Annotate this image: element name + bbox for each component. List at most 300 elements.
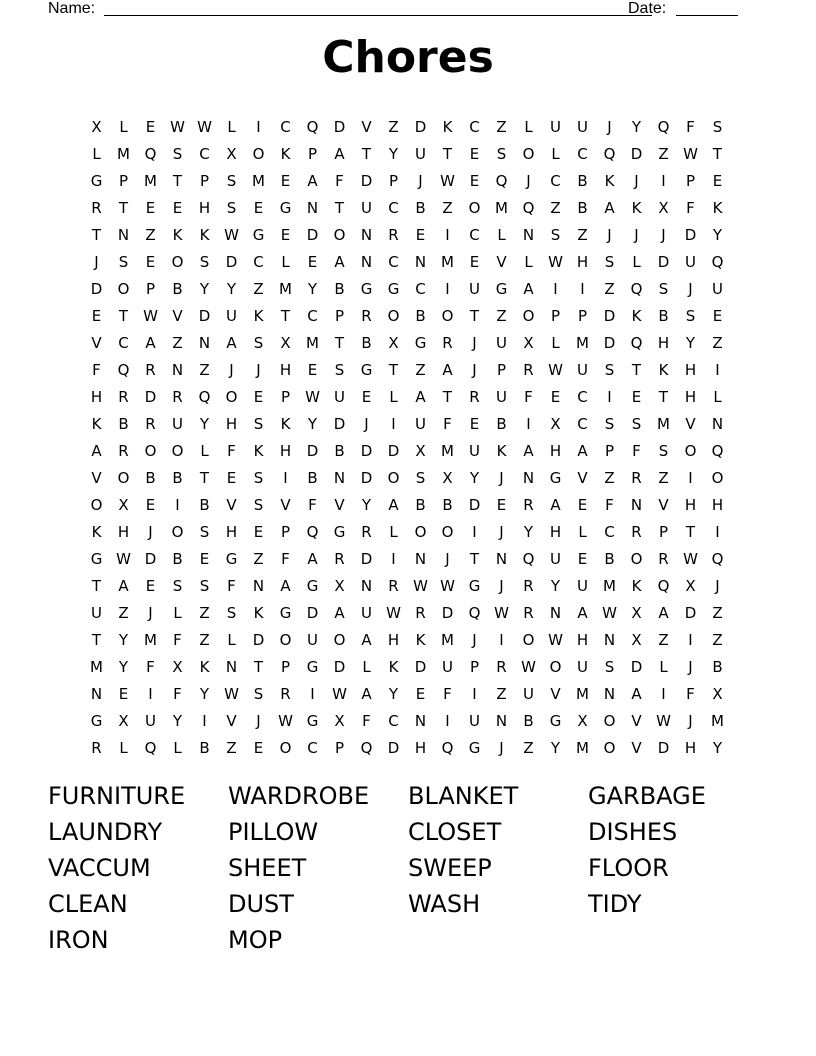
grid-cell: T <box>469 306 480 325</box>
grid-cell: U <box>550 117 561 136</box>
grid-cell: N <box>603 684 616 703</box>
grid-cell: Y <box>631 117 642 136</box>
grid-cell: Q <box>360 738 373 757</box>
grid-cell: F <box>335 171 344 190</box>
grid-cell: Z <box>523 738 534 757</box>
grid-cell: O <box>468 198 481 217</box>
grid-cell: H <box>225 522 238 541</box>
grid-cell: B <box>334 441 345 460</box>
grid-cell: J <box>634 171 639 190</box>
grid-cell: D <box>387 738 400 757</box>
grid-cell: K <box>199 657 210 676</box>
grid-cell: F <box>146 657 155 676</box>
grid-cell: D <box>90 279 103 298</box>
grid-cell: V <box>226 495 237 514</box>
grid-cell: S <box>253 495 264 514</box>
grid-row <box>83 248 733 275</box>
grid-cell: F <box>443 414 452 433</box>
grid-cell: R <box>631 468 642 487</box>
grid-cell: V <box>631 738 642 757</box>
grid-cell: X <box>172 657 183 676</box>
grid-cell: Y <box>307 414 318 433</box>
grid-cell: E <box>172 198 183 217</box>
grid-cell: E <box>469 144 480 163</box>
grid-cell: D <box>144 549 157 568</box>
grid-cell: B <box>442 495 453 514</box>
grid-cell: G <box>360 279 373 298</box>
word-list-item: MOP <box>228 926 283 954</box>
grid-cell: C <box>604 522 615 541</box>
grid-cell: W <box>413 576 428 595</box>
grid-cell: I <box>256 117 261 136</box>
grid-cell: Q <box>144 738 157 757</box>
grid-row <box>83 734 733 761</box>
grid-cell: T <box>172 171 183 190</box>
grid-row <box>83 167 733 194</box>
grid-row <box>83 707 733 734</box>
grid-cell: A <box>577 603 588 622</box>
grid-cell: N <box>414 711 427 730</box>
grid-cell: K <box>91 414 102 433</box>
grid-cell: I <box>283 468 288 487</box>
grid-cell: I <box>661 171 666 190</box>
grid-cell: C <box>550 171 561 190</box>
grid-cell: Z <box>604 279 615 298</box>
grid-cell: P <box>145 279 156 298</box>
word-list-item: IRON <box>48 926 109 954</box>
grid-cell: K <box>280 414 291 433</box>
word-list-item: WARDROBE <box>228 782 370 810</box>
grid-cell: K <box>91 522 102 541</box>
grid-cell: I <box>472 684 477 703</box>
grid-cell: S <box>226 171 237 190</box>
grid-cell: A <box>91 441 102 460</box>
grid-cell: L <box>497 225 506 244</box>
grid-cell: M <box>657 414 670 433</box>
grid-cell: O <box>117 279 130 298</box>
grid-cell: E <box>145 495 156 514</box>
grid-cell: Z <box>496 117 507 136</box>
grid-cell: H <box>684 738 697 757</box>
grid-cell: L <box>524 117 533 136</box>
grid-cell: H <box>576 630 589 649</box>
grid-cell: L <box>578 522 587 541</box>
grid-row <box>83 113 733 140</box>
grid-cell: E <box>280 171 291 190</box>
grid-cell: W <box>197 117 212 136</box>
grid-cell: S <box>550 225 561 244</box>
grid-cell: G <box>306 711 319 730</box>
grid-cell: N <box>360 225 373 244</box>
grid-cell: O <box>441 522 454 541</box>
grid-cell: S <box>199 576 210 595</box>
grid-cell: U <box>361 603 372 622</box>
grid-cell: F <box>686 117 695 136</box>
grid-cell: O <box>603 738 616 757</box>
grid-cell: Q <box>657 117 670 136</box>
word-list-item: VACCUM <box>48 854 151 882</box>
grid-cell: Q <box>657 576 670 595</box>
grid-cell: J <box>364 414 369 433</box>
grid-cell: N <box>630 495 643 514</box>
grid-cell: Z <box>199 630 210 649</box>
grid-cell: O <box>117 468 130 487</box>
grid-row <box>83 383 733 410</box>
grid-cell: F <box>686 198 695 217</box>
grid-cell: D <box>306 603 319 622</box>
grid-cell: J <box>607 225 612 244</box>
grid-cell: A <box>361 630 372 649</box>
grid-cell: F <box>605 495 614 514</box>
date-line <box>676 15 738 16</box>
grid-cell: W <box>548 630 563 649</box>
grid-cell: A <box>523 279 534 298</box>
grid-cell: C <box>307 306 318 325</box>
grid-cell: A <box>442 360 453 379</box>
grid-cell: S <box>253 414 264 433</box>
grid-cell: M <box>252 171 265 190</box>
grid-cell: J <box>499 468 504 487</box>
grid-cell: R <box>496 657 507 676</box>
grid-cell: D <box>333 414 346 433</box>
grid-cell: D <box>468 495 481 514</box>
grid-cell: D <box>441 603 454 622</box>
grid-cell: E <box>280 225 291 244</box>
grid-cell: M <box>144 630 157 649</box>
grid-cell: R <box>280 684 291 703</box>
grid-cell: L <box>281 252 290 271</box>
grid-cell: D <box>603 306 616 325</box>
grid-cell: F <box>227 441 236 460</box>
grid-cell: W <box>305 387 320 406</box>
grid-cell: R <box>415 603 426 622</box>
grid-cell: V <box>91 468 102 487</box>
grid-cell: C <box>280 117 291 136</box>
grid-cell: B <box>496 414 507 433</box>
grid-cell: S <box>253 333 264 352</box>
grid-cell: R <box>145 414 156 433</box>
grid-cell: D <box>684 225 697 244</box>
word-list-item: SWEEP <box>408 854 492 882</box>
grid-cell: I <box>445 225 450 244</box>
grid-cell: U <box>577 360 588 379</box>
grid-cell: I <box>607 387 612 406</box>
grid-cell: Z <box>226 738 237 757</box>
grid-cell: X <box>631 603 642 622</box>
grid-cell: X <box>226 144 237 163</box>
grid-cell: E <box>631 387 642 406</box>
grid-cell: E <box>199 549 210 568</box>
grid-cell: J <box>688 279 693 298</box>
grid-cell: Y <box>685 333 696 352</box>
grid-cell: O <box>414 522 427 541</box>
grid-cell: Y <box>199 684 210 703</box>
grid-cell: V <box>334 495 345 514</box>
grid-cell: G <box>252 225 265 244</box>
grid-cell: X <box>280 333 291 352</box>
grid-cell: O <box>333 225 346 244</box>
grid-cell: X <box>118 495 129 514</box>
grid-cell: Q <box>603 144 616 163</box>
grid-cell: U <box>712 279 723 298</box>
grid-cell: V <box>658 495 669 514</box>
grid-cell: T <box>442 387 453 406</box>
grid-cell: E <box>712 306 723 325</box>
grid-row <box>83 626 733 653</box>
grid-cell: O <box>279 630 292 649</box>
grid-cell: T <box>388 360 399 379</box>
grid-cell: T <box>361 144 372 163</box>
grid-cell: S <box>604 360 615 379</box>
grid-cell: Z <box>658 630 669 649</box>
grid-cell: I <box>661 684 666 703</box>
name-line <box>104 15 652 16</box>
grid-cell: Z <box>415 360 426 379</box>
grid-cell: R <box>523 576 534 595</box>
grid-cell: A <box>361 684 372 703</box>
grid-cell: K <box>415 630 426 649</box>
grid-cell: D <box>144 387 157 406</box>
grid-cell: W <box>278 711 293 730</box>
grid-cell: T <box>91 630 102 649</box>
grid-cell: Q <box>711 441 724 460</box>
grid-cell: B <box>361 333 372 352</box>
grid-cell: Q <box>306 522 319 541</box>
grid-cell: X <box>685 576 696 595</box>
grid-cell: D <box>306 441 319 460</box>
grid-cell: U <box>577 576 588 595</box>
grid-cell: N <box>306 198 319 217</box>
grid-cell: S <box>658 441 669 460</box>
grid-cell: P <box>550 306 561 325</box>
grid-cell: A <box>658 603 669 622</box>
grid-cell: A <box>226 333 237 352</box>
grid-cell: Y <box>712 225 723 244</box>
grid-cell: F <box>92 360 101 379</box>
grid-cell: E <box>253 522 264 541</box>
grid-cell: G <box>306 657 319 676</box>
grid-cell: S <box>226 198 237 217</box>
grid-cell: E <box>469 414 480 433</box>
grid-cell: H <box>414 738 427 757</box>
grid-cell: Q <box>711 252 724 271</box>
grid-cell: Y <box>307 279 318 298</box>
grid-cell: Z <box>658 144 669 163</box>
grid-cell: P <box>604 441 615 460</box>
grid-cell: O <box>630 549 643 568</box>
grid-cell: M <box>711 711 724 730</box>
word-list-item: WASH <box>408 890 481 918</box>
grid-cell: V <box>226 711 237 730</box>
word-list-item: LAUNDRY <box>48 818 163 846</box>
grid-cell: D <box>657 738 670 757</box>
grid-cell: U <box>469 711 480 730</box>
grid-cell: Y <box>226 279 237 298</box>
grid-cell: L <box>389 522 398 541</box>
grid-cell: E <box>361 387 372 406</box>
grid-cell: Z <box>253 279 264 298</box>
grid-cell: T <box>118 306 129 325</box>
grid-cell: X <box>577 711 588 730</box>
grid-cell: E <box>145 252 156 271</box>
grid-cell: K <box>442 117 453 136</box>
grid-cell: G <box>306 576 319 595</box>
grid-cell: P <box>334 306 345 325</box>
grid-cell: B <box>415 306 426 325</box>
grid-cell: Y <box>550 738 561 757</box>
grid-row <box>83 491 733 518</box>
grid-cell: H <box>549 522 562 541</box>
grid-cell: D <box>387 441 400 460</box>
grid-cell: B <box>415 495 426 514</box>
word-list-item: SHEET <box>228 854 307 882</box>
grid-cell: R <box>388 225 399 244</box>
grid-cell: U <box>442 657 453 676</box>
grid-cell: B <box>307 468 318 487</box>
grid-cell: S <box>172 144 183 163</box>
grid-cell: N <box>198 333 211 352</box>
grid-cell: U <box>145 711 156 730</box>
grid-cell: I <box>715 522 720 541</box>
grid-cell: D <box>333 117 346 136</box>
grid-row <box>83 221 733 248</box>
grid-cell: J <box>256 360 261 379</box>
grid-cell: E <box>577 495 588 514</box>
grid-cell: C <box>577 414 588 433</box>
grid-cell: W <box>224 684 239 703</box>
grid-cell: B <box>199 495 210 514</box>
word-list-item: GARBAGE <box>588 782 706 810</box>
grid-cell: E <box>415 684 426 703</box>
grid-cell: Z <box>496 306 507 325</box>
grid-cell: C <box>199 144 210 163</box>
grid-cell: D <box>414 117 427 136</box>
grid-cell: O <box>171 441 184 460</box>
grid-cell: U <box>685 252 696 271</box>
grid-cell: Y <box>523 522 534 541</box>
grid-cell: N <box>333 468 346 487</box>
grid-cell: D <box>333 657 346 676</box>
grid-cell: O <box>522 144 535 163</box>
grid-cell: T <box>199 468 210 487</box>
grid-cell: L <box>362 657 371 676</box>
grid-cell: T <box>253 657 264 676</box>
grid-cell: J <box>661 225 666 244</box>
grid-cell: S <box>658 279 669 298</box>
grid-cell: C <box>253 252 264 271</box>
grid-cell: Q <box>117 360 130 379</box>
grid-cell: Z <box>712 630 723 649</box>
grid-cell: R <box>442 333 453 352</box>
grid-cell: K <box>199 225 210 244</box>
grid-cell: M <box>117 144 130 163</box>
grid-cell: K <box>253 603 264 622</box>
grid-cell: Z <box>199 360 210 379</box>
grid-cell: X <box>712 684 723 703</box>
grid-cell: Y <box>118 657 129 676</box>
grid-cell: D <box>630 657 643 676</box>
grid-cell: J <box>499 522 504 541</box>
word-list-item: FLOOR <box>588 854 669 882</box>
grid-cell: L <box>659 657 668 676</box>
word-list-item: DUST <box>228 890 294 918</box>
grid-cell: B <box>172 468 183 487</box>
grid-cell: I <box>526 414 531 433</box>
grid-cell: S <box>334 360 345 379</box>
grid-cell: U <box>91 603 102 622</box>
grid-cell: S <box>199 252 210 271</box>
grid-cell: C <box>469 117 480 136</box>
grid-cell: O <box>441 306 454 325</box>
grid-cell: Q <box>198 387 211 406</box>
grid-cell: Y <box>469 468 480 487</box>
grid-cell: J <box>94 252 99 271</box>
grid-cell: W <box>602 603 617 622</box>
grid-cell: N <box>252 576 265 595</box>
grid-cell: U <box>415 414 426 433</box>
grid-cell: O <box>522 306 535 325</box>
grid-cell: P <box>685 171 696 190</box>
grid-cell: B <box>658 306 669 325</box>
grid-cell: E <box>712 171 723 190</box>
word-list-item: DISHES <box>588 818 678 846</box>
grid-cell: I <box>688 468 693 487</box>
grid-cell: K <box>712 198 723 217</box>
grid-cell: G <box>90 549 103 568</box>
grid-cell: X <box>442 468 453 487</box>
grid-cell: V <box>91 333 102 352</box>
grid-cell: B <box>577 171 588 190</box>
grid-row <box>83 194 733 221</box>
grid-cell: J <box>499 738 504 757</box>
grid-cell: M <box>279 279 292 298</box>
grid-cell: S <box>118 252 129 271</box>
grid-cell: X <box>334 711 345 730</box>
grid-cell: W <box>683 549 698 568</box>
grid-cell: P <box>118 171 129 190</box>
grid-cell: F <box>362 711 371 730</box>
grid-cell: O <box>333 630 346 649</box>
word-list-item: PILLOW <box>228 818 319 846</box>
grid-cell: B <box>334 279 345 298</box>
grid-cell: N <box>522 468 535 487</box>
grid-cell: U <box>496 387 507 406</box>
grid-cell: G <box>333 522 346 541</box>
grid-cell: E <box>91 306 102 325</box>
grid-cell: C <box>577 144 588 163</box>
grid-cell: B <box>172 549 183 568</box>
grid-cell: L <box>713 387 722 406</box>
grid-cell: S <box>604 252 615 271</box>
grid-cell: V <box>550 684 561 703</box>
grid-cell: G <box>225 549 238 568</box>
grid-cell: B <box>712 657 723 676</box>
grid-cell: W <box>440 576 455 595</box>
grid-cell: L <box>173 603 182 622</box>
grid-cell: J <box>148 603 153 622</box>
grid-cell: U <box>307 630 318 649</box>
header <box>48 0 748 20</box>
grid-cell: R <box>523 495 534 514</box>
grid-cell: C <box>415 279 426 298</box>
word-list-item: FURNITURE <box>48 782 186 810</box>
grid-cell: K <box>172 225 183 244</box>
grid-cell: T <box>658 387 669 406</box>
grid-cell: D <box>252 630 265 649</box>
grid-cell: G <box>549 711 562 730</box>
grid-cell: W <box>116 549 131 568</box>
grid-cell: J <box>526 171 531 190</box>
